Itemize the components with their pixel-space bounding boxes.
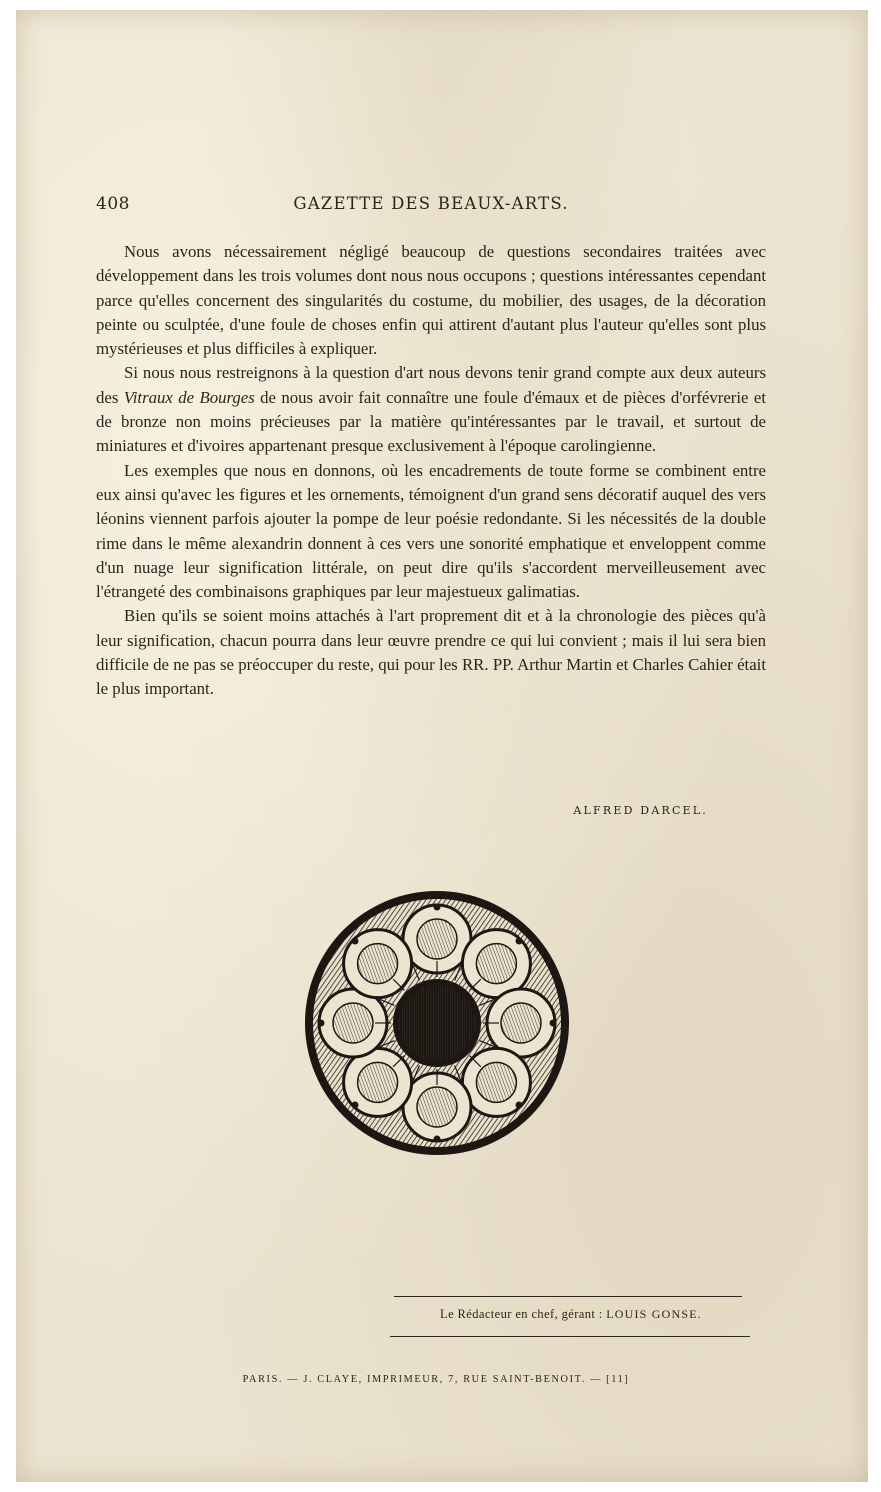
journal-title: GAZETTE DES BEAUX-ARTS. bbox=[293, 194, 569, 213]
author-signature: ALFRED DARCEL. bbox=[573, 804, 708, 817]
article-body bbox=[96, 240, 766, 702]
editor-label: Le Rédacteur en chef, gérant : bbox=[440, 1307, 603, 1321]
paragraph-4: Bien qu'ils se soient moins attachés à l'art proprement dit et à la chronologie des pièces qu'à leur signification, chacun pourra dans leur œuvre prendre ce qui lui convient ; mais il lui sera bien difficile de ne pas se préoccuper du reste, qui pour les RR. PP. Arthur Martin et Charles Cahier était le plus important. bbox=[96, 606, 766, 699]
paragraph-2-text-b: de nous avoir fait connaître une foule d'émaux et de pièces d'orfévrerie et de bronze non moins précieuses par la matière qu'intéressantes par le travail, et surtout de miniatures et d'ivoires appartenant presque exclusivement à l'époque carolingienne. bbox=[96, 387, 766, 456]
paragraph-1: Nous avons nécessairement négligé beaucoup de questions secondaires traitées avec développement dans les trois volumes dont nous nous occupons ; questions intéressantes cependant parce qu'elles concernent des singularités du costume, du mobilier, des usages, de la décoration peinte ou sculptée, d'une foule de choses enfin qui attirent d'autant plus l'auteur qu'elles sont plus mystérieuses et plus difficiles à expliquer. bbox=[96, 242, 766, 359]
rosette-ornament-icon bbox=[302, 888, 572, 1158]
editor-credit bbox=[386, 1307, 756, 1322]
printed-page bbox=[16, 10, 868, 1482]
paragraph-2 bbox=[96, 361, 766, 458]
editor-name: LOUIS GONSE. bbox=[606, 1307, 702, 1321]
book-title: Vitraux de Bourges bbox=[123, 387, 255, 407]
footer-rule-bottom bbox=[390, 1336, 750, 1337]
paragraph-3: Les exemples que nous en donnons, où les encadrements de toute forme se combinent entre eux ainsi qu'avec les figures et les ornements, témoignent d'un grand sens décoratif auquel des vers léonins viennent parfois ajouter la pompe de leur poésie redondante. Si les nécessités de la double rime dans le même alexandrin donnent à ces vers une sonorité emphatique et enveloppent comme d'un nuage leur signification littérale, on peut dire qu'ils s'accordent merveilleusement avec l'étrangeté des combinaisons graphiques par leur majestueux galimatias. bbox=[96, 460, 766, 602]
paragraph-2-text-a: Si nous nous restreignons à la question d'art nous devons tenir grand compte aux deux auteurs des bbox=[96, 363, 766, 407]
page-number: 408 bbox=[96, 194, 130, 214]
footer-rule-top bbox=[394, 1296, 742, 1297]
running-header bbox=[96, 194, 766, 220]
printer-imprint: PARIS. — J. CLAYE, IMPRIMEUR, 7, RUE SAINT-BENOIT. — [11] bbox=[242, 1374, 630, 1385]
